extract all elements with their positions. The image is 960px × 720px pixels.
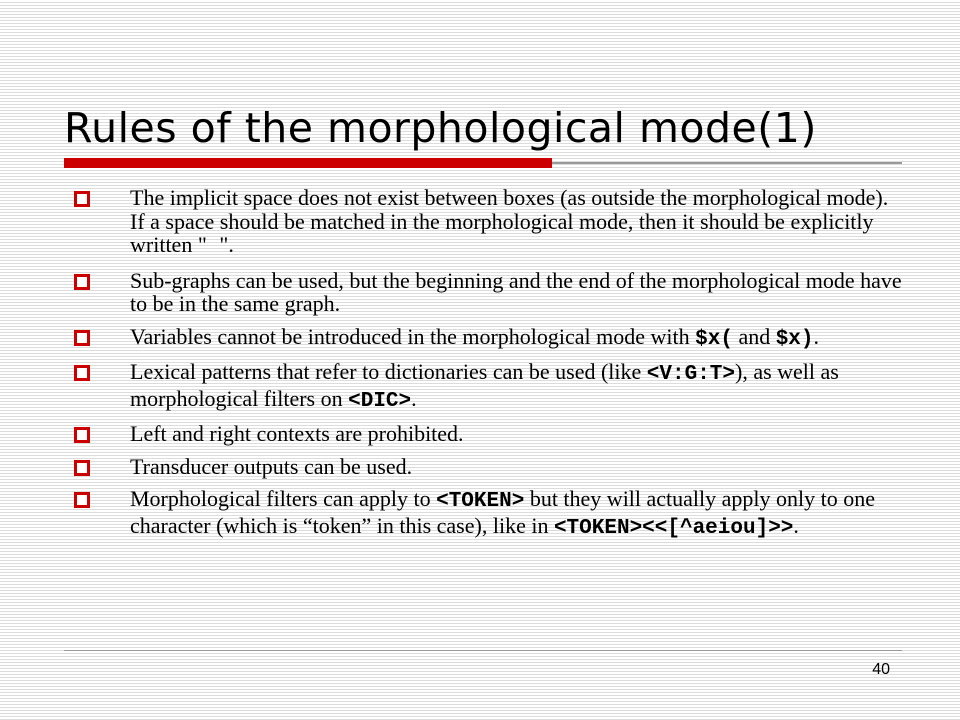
bullet-text: and bbox=[732, 323, 776, 349]
code-token-filter: <TOKEN><<[^aeiou]>> bbox=[553, 516, 794, 540]
bullet-text: but they will actually apply only to one character (which is “token” in this case), like in bbox=[130, 486, 876, 538]
bullet-item-variables bbox=[74, 325, 902, 352]
bullet-text: Sub-graphs can be used, but the beginning and the end of the morphological mode have to be in the same graph. bbox=[130, 267, 902, 316]
page-number: 40 bbox=[872, 661, 890, 678]
bullet-list bbox=[74, 186, 902, 549]
bullet-item-implicit-space bbox=[74, 186, 902, 260]
bullet-item-lexical-patterns bbox=[74, 360, 902, 413]
code-lexical-pattern: <V:G:T> bbox=[646, 363, 735, 386]
bullet-item-morphological-filters bbox=[74, 487, 902, 540]
footer-rule bbox=[64, 650, 902, 651]
bullet-text: The implicit space does not exist between boxes (as outside the morphological mode). If a space should be matched in the morphological mode, then it should be explicitly written " bbox=[130, 185, 889, 257]
code-token: <TOKEN> bbox=[436, 490, 525, 513]
bullet-text: ), as well as morphological filters on bbox=[130, 359, 839, 411]
hollow-square-bullet-icon bbox=[74, 460, 90, 476]
hollow-square-bullet-icon bbox=[74, 191, 90, 207]
code-space bbox=[207, 236, 220, 259]
hollow-square-bullet-icon bbox=[74, 330, 90, 346]
bullet-text: . bbox=[813, 323, 820, 349]
bullet-text: Morphological filters can apply to bbox=[130, 486, 437, 511]
slide-title: Rules of the morphological mode(1) bbox=[64, 104, 817, 152]
bullet-text: Variables cannot be introduced in the morphological mode with bbox=[130, 323, 696, 349]
code-variable-close: $x) bbox=[775, 327, 814, 351]
bullet-text: Lexical patterns that refer to dictionaries can be used (like bbox=[130, 359, 647, 384]
bullet-text: ". bbox=[219, 232, 234, 257]
bullet-text: Left and right contexts are prohibited. bbox=[130, 421, 464, 446]
bullet-item-transducer-outputs bbox=[74, 455, 902, 479]
title-accent-bar bbox=[64, 158, 552, 168]
hollow-square-bullet-icon bbox=[74, 427, 90, 443]
bullet-text: Transducer outputs can be used. bbox=[130, 453, 413, 479]
code-variable-open: $x( bbox=[695, 327, 733, 351]
hollow-square-bullet-icon bbox=[74, 492, 90, 508]
bullet-text: . bbox=[793, 512, 799, 538]
hollow-square-bullet-icon bbox=[74, 274, 90, 290]
bullet-item-sub-graphs bbox=[74, 269, 902, 316]
bullet-text: . bbox=[411, 385, 417, 411]
code-dic: <DIC> bbox=[348, 389, 412, 413]
hollow-square-bullet-icon bbox=[74, 365, 90, 381]
bullet-item-contexts bbox=[74, 422, 902, 446]
